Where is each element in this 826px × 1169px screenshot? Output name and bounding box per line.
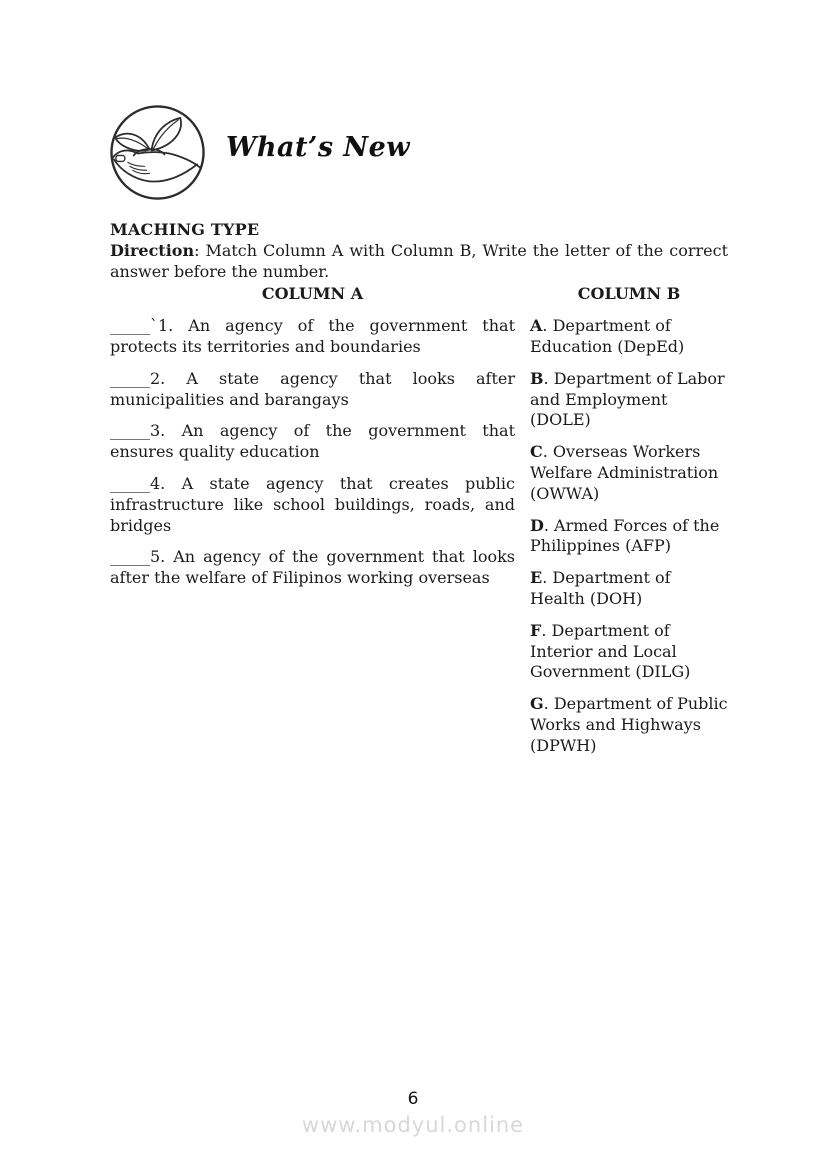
choice-text-f: . Department of Interior and Local Government (DILG) <box>530 620 691 682</box>
matching-item-4-text: 4. A state agency that creates public infrastructure like school buildings, roads, and bridges <box>110 473 515 535</box>
column-b-header: COLUMN B <box>577 284 681 304</box>
matching-item-1 <box>110 316 515 358</box>
direction-body: : Match Column A with Column B, Write the letter of the correct answer before the number. <box>110 240 728 281</box>
choice-item-c <box>530 442 728 504</box>
choice-item-d <box>530 516 728 558</box>
choice-item-f <box>530 621 728 683</box>
matching-columns <box>110 284 728 756</box>
matching-item-5 <box>110 547 515 589</box>
choice-item-g <box>530 694 728 756</box>
column-b <box>530 284 728 756</box>
answer-blank-3: _____ <box>110 421 150 441</box>
matching-item-5-text: 5. An agency of the government that looks after the welfare of Filipinos working overseas <box>110 547 515 588</box>
matching-item-2 <box>110 369 515 411</box>
direction-text <box>110 241 728 283</box>
matching-item-4 <box>110 474 515 536</box>
choice-letter-g: G <box>530 694 544 714</box>
activity-heading: MACHING TYPE <box>110 220 260 239</box>
answer-blank-2: _____ <box>110 368 150 388</box>
column-a-header: COLUMN A <box>261 284 364 304</box>
choice-letter-f: F <box>530 620 542 640</box>
watermark-text: www.modyul.online <box>301 1113 525 1137</box>
choice-text-d: . Armed Forces of the Philippines (AFP) <box>530 515 720 556</box>
page-number: 6 <box>407 1089 419 1109</box>
choice-item-b <box>530 369 728 431</box>
choice-item-e <box>530 568 728 610</box>
section-title: What’s New <box>226 132 411 163</box>
choice-text-g: . Department of Public Works and Highways (DPWH) <box>530 694 728 755</box>
choice-text-c: . Overseas Workers Welfare Administration (OWWA) <box>530 442 719 503</box>
matching-item-3-text: 3. An agency of the government that ensures quality education <box>110 421 515 462</box>
answer-blank-1: _____ <box>110 316 150 336</box>
choice-letter-a: A <box>530 316 543 336</box>
choice-letter-e: E <box>530 568 543 588</box>
choice-letter-d: D <box>530 515 544 535</box>
direction-label: Direction <box>110 240 195 260</box>
matching-item-1-text: `1. An agency of the government that protects its territories and boundaries <box>110 316 515 356</box>
hand-holding-seedling-icon <box>108 103 207 202</box>
choice-letter-b: B <box>530 368 544 388</box>
column-a <box>110 284 515 756</box>
choice-item-a <box>530 316 728 358</box>
matching-item-3 <box>110 421 515 463</box>
choice-text-e: . Department of Health (DOH) <box>530 568 671 608</box>
choice-text-a: . Department of Education (DepEd) <box>530 316 685 356</box>
choice-letter-c: C <box>530 442 543 462</box>
answer-blank-5: _____ <box>110 547 150 567</box>
answer-blank-4: _____ <box>110 473 150 493</box>
choice-text-b: . Department of Labor and Employment (DOLE) <box>530 368 725 430</box>
matching-item-2-text: 2. A state agency that looks after municipalities and barangays <box>110 368 515 409</box>
matching-activity <box>110 220 728 757</box>
